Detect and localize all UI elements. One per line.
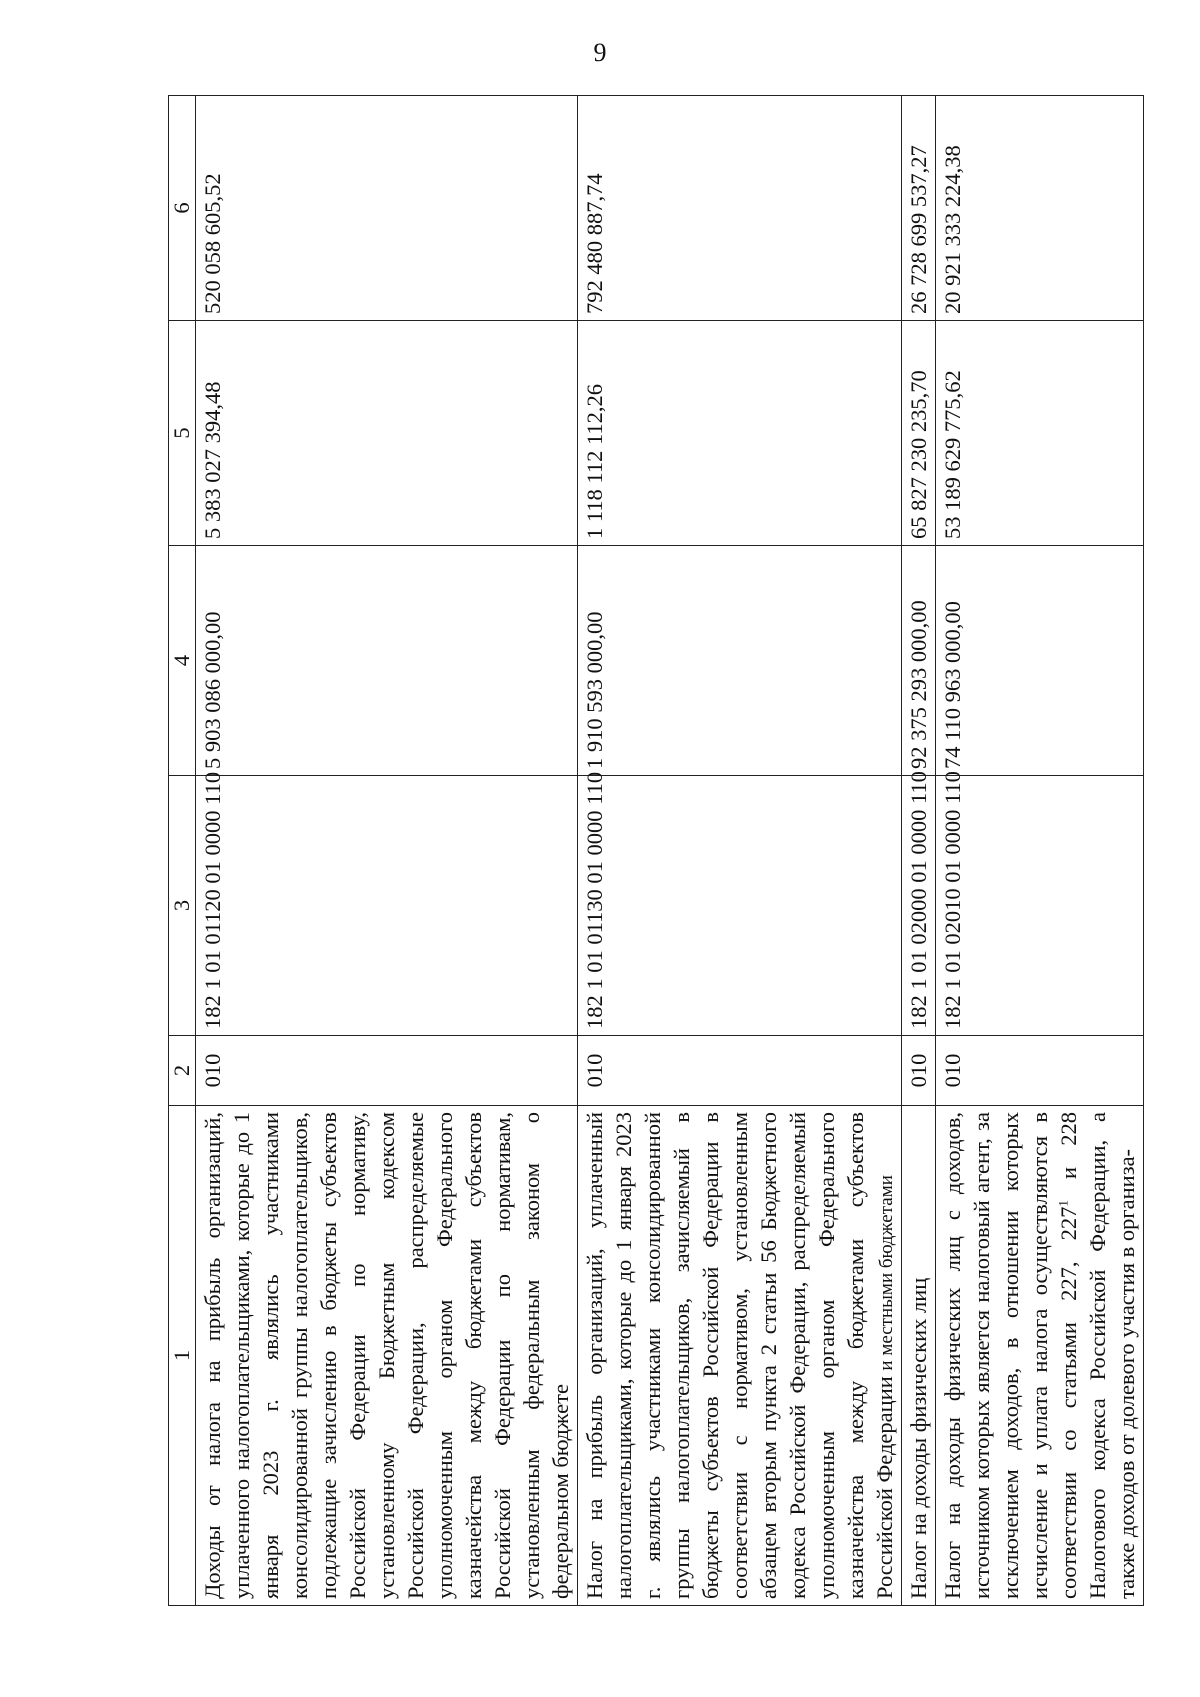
row-line-code: 010: [902, 1036, 936, 1106]
row-executed-amount: 1 118 112 112,26: [578, 321, 902, 546]
row-remaining-amount: 20 921 333 224,38: [936, 96, 1144, 321]
row-description-tail: и местными бюджетами: [876, 1175, 897, 1371]
row-budget-code: 182 1 01 02000 01 0000 110: [902, 776, 936, 1036]
row-executed-amount: 53 189 629 775,62: [936, 321, 1144, 546]
row-budget-code: 182 1 01 01130 01 0000 110: [578, 776, 902, 1036]
column-header-2: 2: [169, 1036, 196, 1106]
row-line-code: 010: [578, 1036, 902, 1106]
row-remaining-amount: 520 058 605,52: [196, 96, 578, 321]
row-approved-amount: 1 910 593 000,00: [578, 546, 902, 776]
column-header-5: 5: [169, 321, 196, 546]
column-header-1: 1: [169, 1106, 196, 1606]
table-row: [902, 96, 936, 1606]
row-budget-code: 182 1 01 01120 01 0000 110: [196, 776, 578, 1036]
row-description-part-2: и 228 Налогового кодекса Российской Федерации, а также доходов от долевого участия в организа-: [1056, 1112, 1139, 1599]
column-header-4: 4: [169, 546, 196, 776]
row-budget-code: 182 1 01 02010 01 0000 110: [936, 776, 1144, 1036]
table-row: [936, 96, 1144, 1606]
row-approved-amount: 92 375 293 000,00: [902, 546, 936, 776]
page-number: 9: [593, 38, 607, 67]
table-container: [168, 96, 1139, 1606]
column-header-6: 6: [169, 96, 196, 321]
footnote-superscript: 1: [1055, 1200, 1071, 1207]
budget-table: [168, 95, 1144, 1606]
table-row: [196, 96, 578, 1606]
row-description: Налог на доходы физических лиц: [902, 1106, 936, 1606]
row-executed-amount: 5 383 027 394,48: [196, 321, 578, 546]
row-line-code: 010: [196, 1036, 578, 1106]
row-approved-amount: 5 903 086 000,00: [196, 546, 578, 776]
column-header-3: 3: [169, 776, 196, 1036]
row-remaining-amount: 792 480 887,74: [578, 96, 902, 321]
row-remaining-amount: 26 728 699 537,27: [902, 96, 936, 321]
row-description-main: Налог на прибыль организаций, уплаченный налогоплательщиками, которые до 1 января 2023 г. являлись участниками консолидированной группы налогоплательщиков, зачисляемый в бюджеты субъектов Российской Федерации в соответствии с нормативом, установленным абзацем вторым пункта 2 статьи 56 Бюджетного кодекса Российской Федерации, распределяемый уполномоченным органом Федерального казначейства между бюджетами субъектов Российской Федерации: [582, 1112, 897, 1599]
row-line-code: 010: [936, 1036, 1144, 1106]
table-row: [578, 96, 902, 1606]
table-header-row: [169, 96, 196, 1606]
row-description: [936, 1106, 1144, 1606]
row-description: [578, 1106, 902, 1606]
row-executed-amount: 65 827 230 235,70: [902, 321, 936, 546]
row-approved-amount: 74 110 963 000,00: [936, 546, 1144, 776]
row-description: Доходы от налога на прибыль организаций, уплаченного налогоплательщиками, которые до 1 января 2023 г. являлись участниками консолидированной группы налогоплательщиков, подлежащие зачислению в бюджеты субъектов Российской Федерации по нормативу, установленному Бюджетным кодексом Российской Федерации, распределяемые уполномоченным органом Федерального казначейства между бюджетами субъектов Российской Федерации по нормативам, установленным федеральным законом о федеральном бюджете: [196, 1106, 578, 1606]
row-description-part-1: Налог на доходы физических лиц с доходов, источником которых является налоговый агент, за исключением доходов, в отношении которых исчисление и уплата налога осуществляются в соответствии со статьями 227, 227: [940, 1112, 1081, 1599]
